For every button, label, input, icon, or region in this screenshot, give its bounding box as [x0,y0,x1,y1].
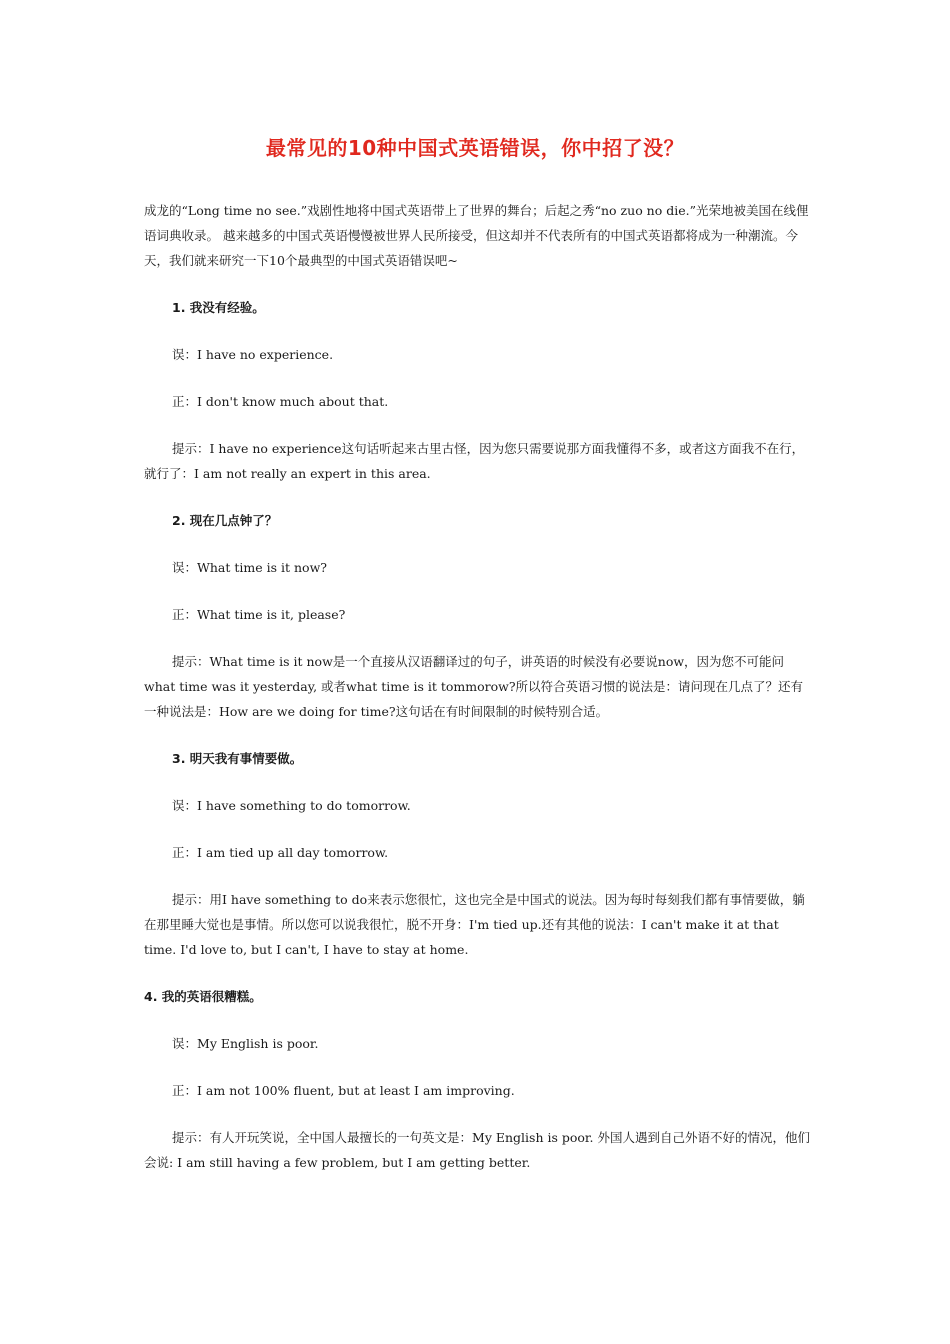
right-example [144,602,812,627]
tip-label: 提示： [172,1130,210,1145]
right-example [144,1078,812,1103]
item-heading: 4. 我的英语很糟糕。 [144,989,262,1004]
right-text: I don't know much about that. [197,394,389,409]
right-text: I am tied up all day tomorrow. [197,845,389,860]
right-label: 正： [172,845,198,860]
right-text: I am not 100% fluent, but at least I am improving. [197,1083,515,1098]
wrong-example [144,793,812,818]
intro-paragraph: 成龙的“Long time no see.”戏剧性地将中国式英语带上了世界的舞台；后起之秀“no zuo no die.”光荣地被美国在线俚语词典收录。 越来越多的中国式英语慢慢被世界人民所接受，但这却并不代表所有的中国式英语都将成为一种潮流。今天，我们就来研究一下10个最典型的中国式英语错误吧~ [144,203,809,268]
wrong-example [144,1031,812,1056]
wrong-text: What time is it now? [197,560,327,575]
wrong-label: 误： [172,798,198,813]
tip-paragraph [144,1125,812,1175]
tip-text: What time is it now是一个直接从汉语翻译过的句子，讲英语的时候没有必要说now，因为您不可能问what time was it yesterday, 或者what time is it tommorow?所以符合英语习惯的说法是：请问现在几点了？还有一种说法是：How are we doing for time?这句话在有时间限制的时候特别合适。 [144,654,804,719]
wrong-example [144,555,812,580]
item-heading: 1. 我没有经验。 [172,300,265,315]
wrong-label: 误： [172,1036,198,1051]
article-body [144,198,812,1197]
right-label: 正： [172,394,198,409]
tip-label: 提示： [172,441,210,456]
tip-label: 提示： [172,892,210,907]
tip-label: 提示： [172,654,210,669]
tip-text: I have no experience这句话听起来古里古怪，因为您只需要说那方面我懂得不多，或者这方面我不在行，就行了：I am not really an expert in this area. [144,441,805,481]
wrong-label: 误： [172,560,198,575]
right-label: 正： [172,607,198,622]
page-title: 最常见的10种中国式英语错误，你中招了没？ [265,136,685,160]
tip-text: 有人开玩笑说，全中国人最擅长的一句英文是：My English is poor. 外国人遇到自己外语不好的情况，他们会说: I am still having a few problem, but I am getting better. [144,1130,810,1170]
item-heading: 3. 明天我有事情要做。 [172,751,303,766]
right-label: 正： [172,1083,198,1098]
wrong-text: My English is poor. [197,1036,319,1051]
wrong-text: I have something to do tomorrow. [197,798,411,813]
tip-paragraph [144,887,812,962]
tip-paragraph [144,436,812,486]
wrong-label: 误： [172,347,198,362]
right-example [144,389,812,414]
tip-text: 用I have something to do来表示您很忙，这也完全是中国式的说法。因为每时每刻我们都有事情要做，躺在那里睡大觉也是事情。所以您可以说我很忙，脱不开身：I'm tied up.还有其他的说法：I can't make it at that time. I'd love to, but I can't, I have to stay at home. [144,892,805,957]
item-heading: 2. 现在几点钟了？ [172,513,278,528]
tip-paragraph [144,649,812,724]
wrong-example [144,342,812,367]
right-text: What time is it, please? [197,607,346,622]
wrong-text: I have no experience. [197,347,334,362]
right-example [144,840,812,865]
